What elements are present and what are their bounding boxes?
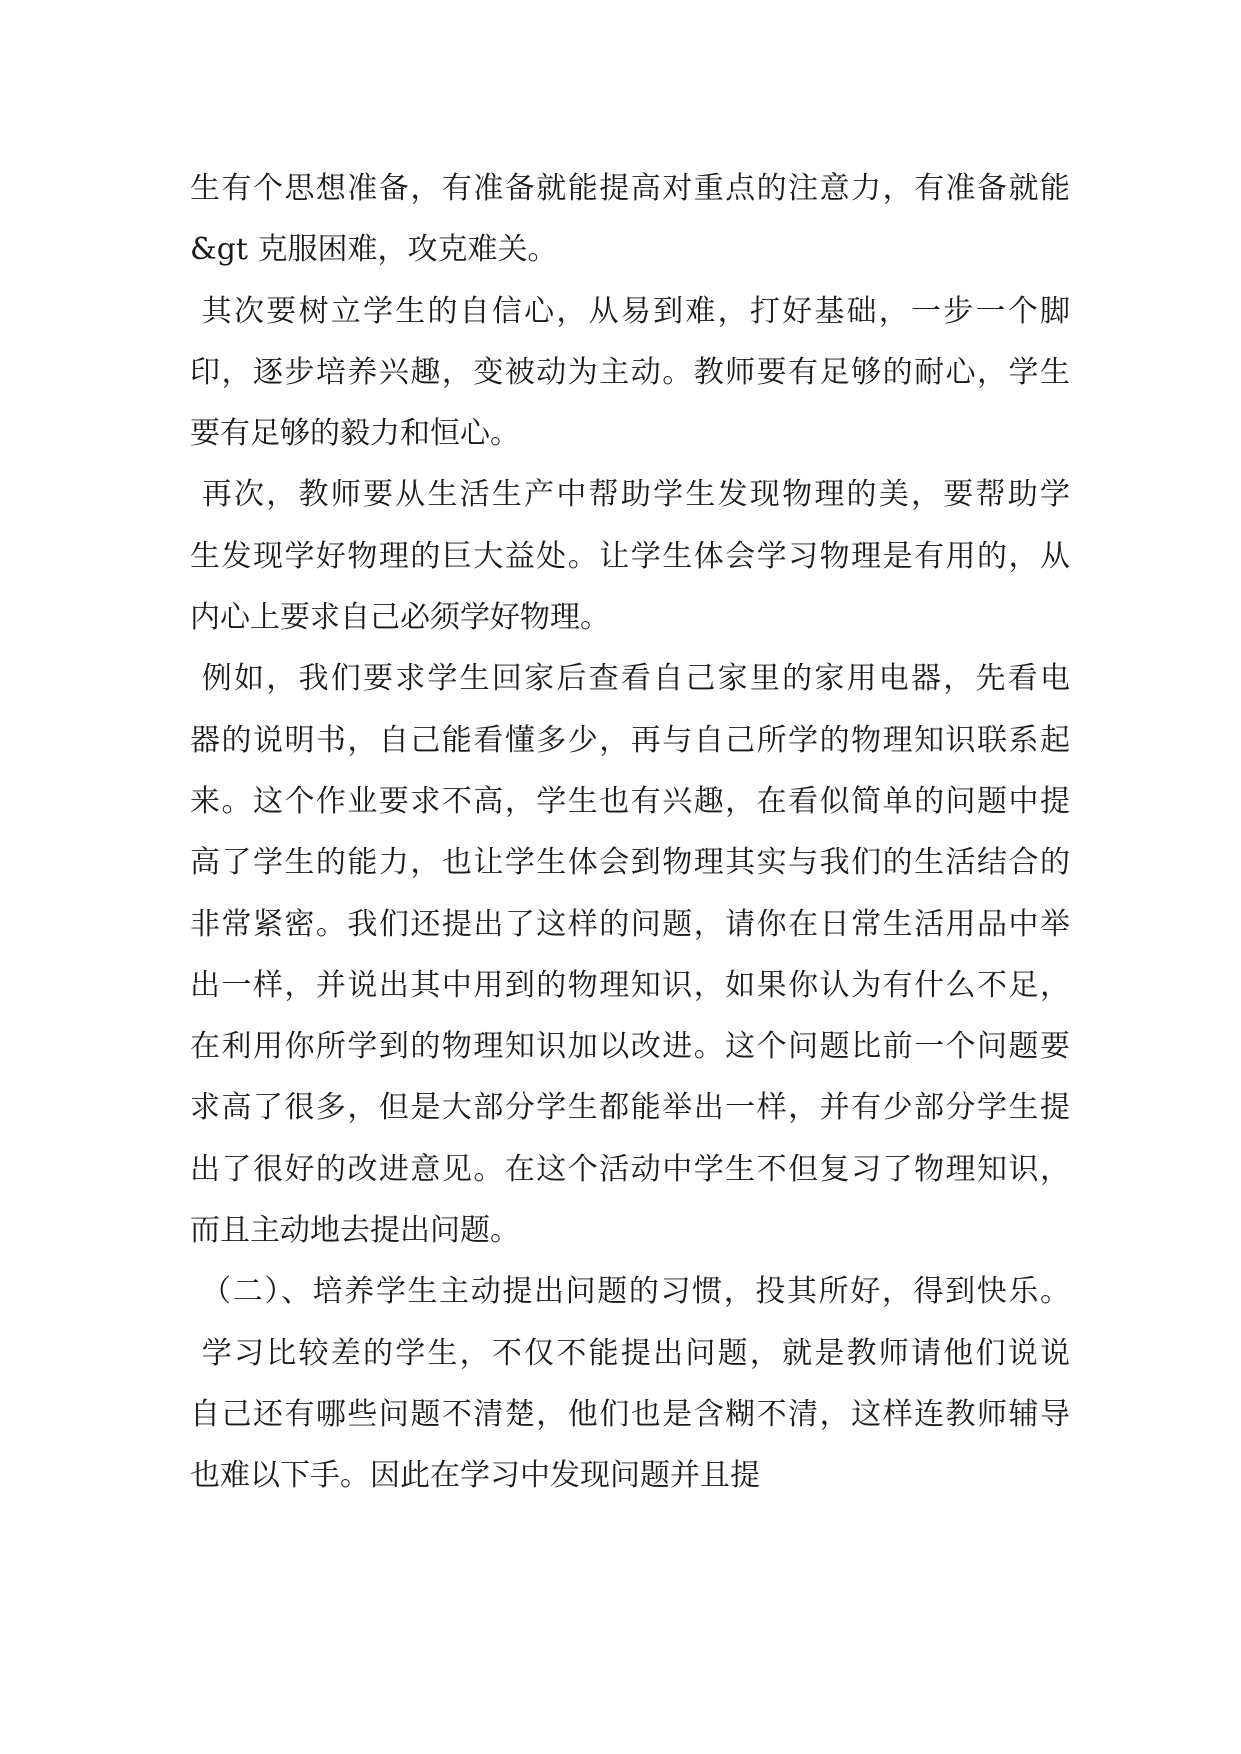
text-line-20: 学习比较差的学生，不仅不能提出问题，就是教师请他们说说 <box>190 1335 1070 1371</box>
text-line-13: 非常紧密。我们还提出了这样的问题，请你在日常生活用品中举 <box>190 906 1070 942</box>
text-line-11: 来。这个作业要求不高，学生也有兴趣，在看似简单的问题中提 <box>190 783 1070 819</box>
text-line-17: 出了很好的改进意见。在这个活动中学生不但复习了物理知识， <box>190 1151 1070 1187</box>
text-line-1: 生有个思想准备，有准备就能提高对重点的注意力，有准备就能 <box>190 171 1070 206</box>
text-line-19: （二）、培养学生主动提出问题的习惯，投其所好，得到快乐。 <box>190 1274 1070 1310</box>
text-line-22: 也难以下手。因此在学习中发现问题并且提 <box>190 1458 760 1494</box>
text-line-16: 求高了很多，但是大部分学生都能举出一样，并有少部分学生提 <box>190 1090 1070 1126</box>
text-line-15: 在利用你所学到的物理知识加以改进。这个问题比前一个问题要 <box>190 1029 1070 1065</box>
text-line-21: 自己还有哪些问题不清楚，他们也是含糊不清，这样连教师辅导 <box>190 1396 1070 1432</box>
text-line-5: 要有足够的毅力和恒心。 <box>190 416 520 452</box>
text-line-8: 内心上要求自己必须学好物理。 <box>190 600 610 636</box>
text-line-6: 再次，教师要从生活生产中帮助学生发现物理的美，要帮助学 <box>190 477 1070 513</box>
text-line-4: 印，逐步培养兴趣，变被动为主动。教师要有足够的耐心，学生 <box>190 354 1070 390</box>
text-line-12: 高了学生的能力，也让学生体会到物理其实与我们的生活结合的 <box>190 845 1070 881</box>
text-line-3: 其次要树立学生的自信心，从易到难，打好基础，一步一个脚 <box>190 293 1070 329</box>
text-line-2: &gt 克服困难，攻克难关。 <box>190 232 558 268</box>
body-text <box>190 158 1070 1507</box>
text-line-9: 例如，我们要求学生回家后查看自己家里的家用电器，先看电 <box>190 661 1070 697</box>
text-line-7: 生发现学好物理的巨大益处。让学生体会学习物理是有用的，从 <box>190 538 1070 574</box>
text-line-10: 器的说明书，自己能看懂多少，再与自己所学的物理知识联系起 <box>190 722 1070 758</box>
text-line-14: 出一样，并说出其中用到的物理知识，如果你认为有什么不足， <box>190 967 1070 1003</box>
text-line-18: 而且主动地去提出问题。 <box>190 1213 520 1249</box>
